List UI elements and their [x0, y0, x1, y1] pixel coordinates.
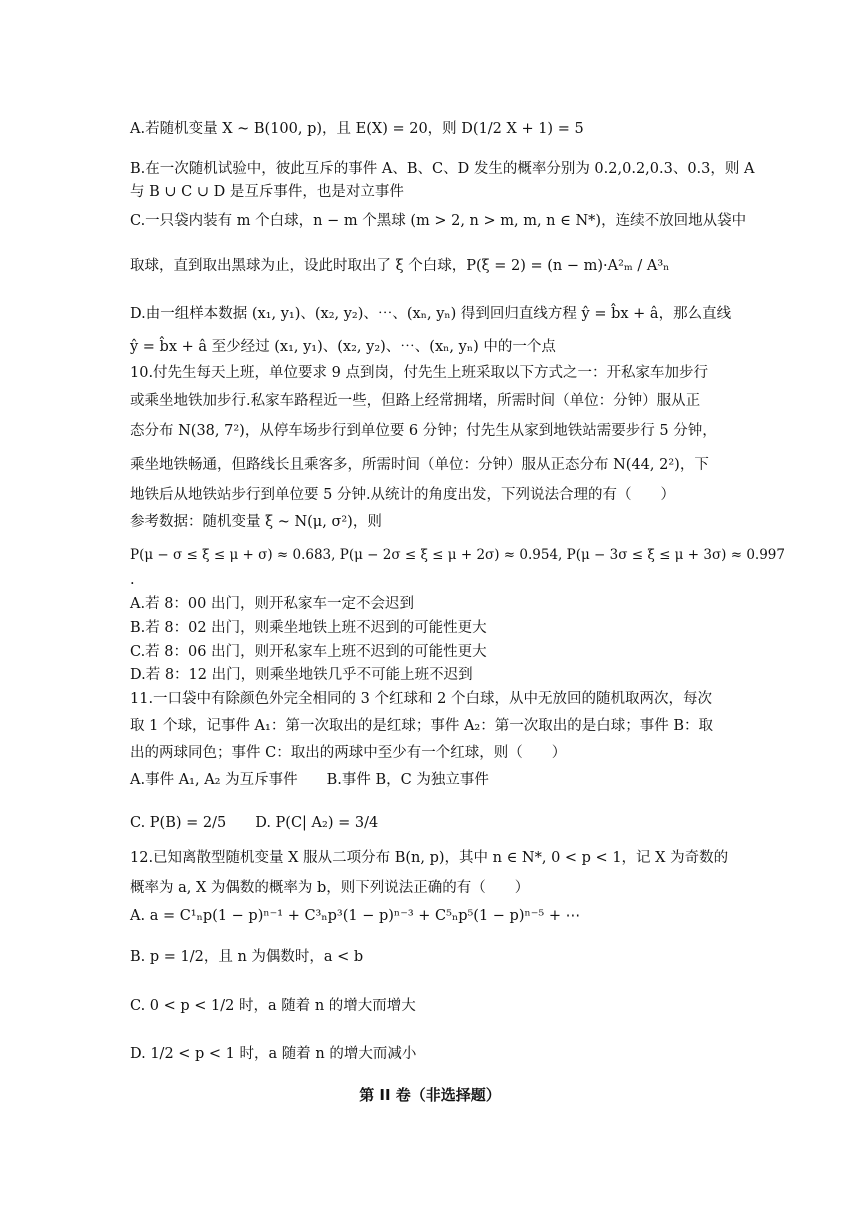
q11-stem-line1: 11.一口袋中有除颜色外完全相同的 3 个红球和 2 个白球，从中无放回的随机取两次，每次	[130, 691, 712, 707]
q10-stem-line5: 地铁后从地铁站步行到单位要 5 分钟.从统计的角度出发，下列说法合理的有（ ）	[130, 487, 676, 503]
q11-options-ab: A.事件 A₁, A₂ 为互斥事件 B.事件 B，C 为独立事件	[130, 772, 489, 788]
q11-options-cd: C. P(B) = 2/5 D. P(C| A₂) = 3/4	[130, 815, 379, 831]
q10-stem-line1: 10.付先生每天上班，单位要求 9 点到岗，付先生上班采取以下方式之一：开私家车加步行	[130, 365, 708, 381]
q10-probability-formula: P(μ − σ ≤ ξ ≤ μ + σ) ≈ 0.683, P(μ − 2σ ≤ ξ ≤ μ + 2σ) ≈ 0.954, P(μ − 3σ ≤ ξ ≤ μ + 3σ) ≈ 0.997	[130, 547, 785, 563]
q9-option-c-line2: 取球，直到取出黑球为止，设此时取出了 ξ 个白球，P(ξ = 2) = (n − m)·A²ₘ / A³ₙ	[130, 258, 670, 274]
q9-option-b-line1: B.在一次随机试验中，彼此互斥的事件 A、B、C、D 发生的概率分别为 0.2,0.2,0.3、0.3，则 A	[130, 161, 755, 177]
q10-reference-line: 参考数据：随机变量 ξ ~ N(μ, σ²)，则	[130, 514, 382, 530]
q10-stem-line3: 态分布 N(38, 7²)，从停车场步行到单位要 6 分钟；付先生从家到地铁站需要步行 5 分钟，	[130, 423, 717, 439]
q10-stem-line2: 或乘坐地铁加步行.私家车路程近一些，但路上经常拥堵，所需时间（单位：分钟）服从正	[130, 393, 701, 409]
q9-option-b-line2: 与 B ∪ C ∪ D 是互斥事件，也是对立事件	[130, 184, 404, 200]
q12-stem-line1: 12.已知离散型随机变量 X 服从二项分布 B(n, p)，其中 n ∈ N*, 0 < p < 1，记 X 为奇数的	[130, 850, 729, 866]
section-title: 第 II 卷（非选择题）	[359, 1086, 501, 1104]
q10-option-a: A.若 8：00 出门，则开私家车一定不会迟到	[130, 596, 414, 612]
q11-stem-line2: 取 1 个球，记事件 A₁：第一次取出的是红球；事件 A₂：第一次取出的是白球；事件 B：取	[130, 718, 713, 734]
q12-option-d: D. 1/2 < p < 1 时，a 随着 n 的增大而减小	[130, 1046, 417, 1062]
q12-option-c: C. 0 < p < 1/2 时，a 随着 n 的增大而增大	[130, 998, 416, 1014]
q10-stem-line4: 乘坐地铁畅通，但路线长且乘客多，所需时间（单位：分钟）服从正态分布 N(44, 2²)，下	[130, 457, 709, 473]
q10-trailing-period: .	[130, 572, 135, 588]
q11-stem-line3: 出的两球同色；事件 C：取出的两球中至少有一个红球，则（ ）	[130, 745, 567, 761]
q10-option-d: D.若 8：12 出门，则乘坐地铁几乎不可能上班不迟到	[130, 667, 473, 683]
q9-option-a: A.若随机变量 X ~ B(100, p)，且 E(X) = 20，则 D(1/2 X + 1) = 5	[130, 121, 584, 137]
q10-option-c: C.若 8：06 出门，则开私家车上班不迟到的可能性更大	[130, 644, 487, 660]
q12-stem-line2: 概率为 a, X 为偶数的概率为 b，则下列说法正确的有（ ）	[130, 880, 530, 896]
q10-option-b: B.若 8：02 出门，则乘坐地铁上班不迟到的可能性更大	[130, 620, 487, 636]
q9-option-d-line1: D.由一组样本数据 (x₁, y₁)、(x₂, y₂)、⋯、(xₙ, yₙ) 得到回归直线方程 ŷ = b̂x + â，那么直线	[130, 306, 732, 322]
q12-option-a: A. a = C¹ₙp(1 − p)ⁿ⁻¹ + C³ₙp³(1 − p)ⁿ⁻³ + C⁵ₙp⁵(1 − p)ⁿ⁻⁵ + ⋯	[130, 908, 581, 924]
q9-option-d-line2: ŷ = b̂x + â 至少经过 (x₁, y₁)、(x₂, y₂)、⋯、(xₙ, yₙ) 中的一个点	[130, 339, 556, 355]
q9-option-c-line1: C.一只袋内装有 m 个白球，n − m 个黑球 (m > 2, n > m, m, n ∈ N*)，连续不放回地从袋中	[130, 213, 747, 229]
q12-option-b: B. p = 1/2，且 n 为偶数时，a < b	[130, 949, 364, 965]
